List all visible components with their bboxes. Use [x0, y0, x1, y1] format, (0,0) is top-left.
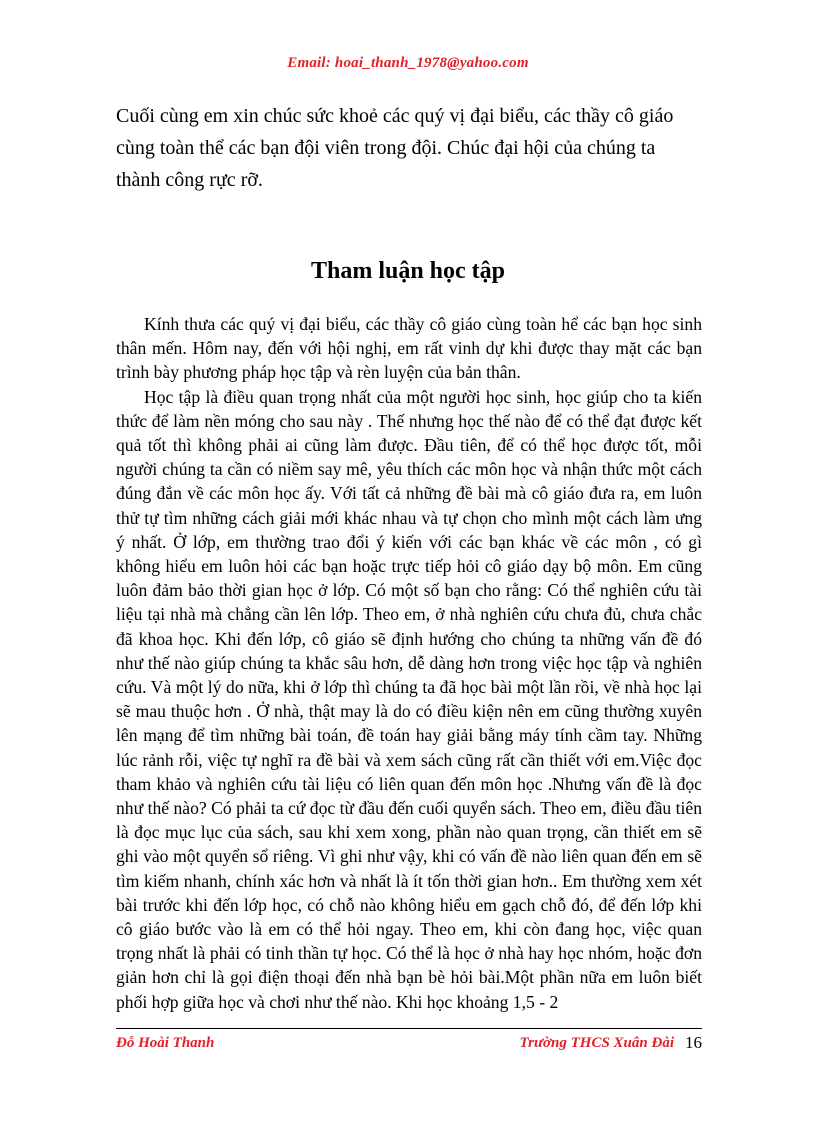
paragraph-main: Học tập là điều quan trọng nhất của một người học sinh, học giúp cho ta kiến thức để làm nền móng cho sau này . Thế nhưng học thế nào để có thể đạt được kết quả tốt thì không phải ai cũng làm được. Đầu tiên, để có thể học được tốt, mỗi người chúng ta cần có niềm say mê, yêu thích các môn học và nhận thức một cách đúng đắn về các môn học ấy. Với tất cả những đề bài mà cô giáo đưa ra, em luôn thử tự tìm những cách giải mới khác nhau và tự chọn cho mình một cách làm ưng ý nhất. Ở lớp, em thường trao đổi ý kiến với các bạn khác về các môn , có gì không hiểu em luôn hỏi các bạn hoặc trực tiếp hỏi cô giáo dạy bộ môn. Em cũng luôn đảm bảo thời gian học ở lớp. Có một số bạn cho rằng: Có thể nghiên cứu tài liệu tại nhà mà chẳng cần lên lớp. Theo em, ở nhà nghiên cứu chưa đủ, chưa chắc đã khoa học. Khi đến lớp, cô giáo sẽ định hướng cho chúng ta những vấn đề đó như thế nào giúp chúng ta khắc sâu hơn, dễ dàng hơn trong việc học tập và nghiên cứu. Và một lý do nữa, khi ở lớp thì chúng ta đã học bài một lần rồi, về nhà học lại sẽ mau thuộc hơn . Ở nhà, thật may là do có điều kiện nên em cũng thường xuyên lên mạng để tìm những bài toán, đề toán hay giải bằng máy tính cầm tay. Những lúc rảnh rỗi, việc tự nghĩ ra đề bài và xem sách cũng rất cần thiết với em.Việc đọc tham khảo và nghiên cứu tài liệu có liên quan đến môn học .Nhưng vấn đề là đọc như thế nào? Có phải ta cứ đọc từ đầu đến cuối quyển sách. Theo em, điều đầu tiên là đọc mục lục của sách, sau khi xem xong, phần nào quan trọng, cần thiết em sẽ ghi vào một quyển sổ riêng. Vì ghi như vậy, khi có vấn đề nào liên quan đến em sẽ tìm kiếm nhanh, chính xác hơn và nhất là ít tốn thời gian hơn.. Em thường xem xét bài trước khi đến lớp học, có chỗ nào không hiểu em gạch chỗ đó, để đến lớp khi cô giáo bước vào là em có thể hỏi ngay. Theo em, khi còn đang học, việc quan trọng nhất là phải có tinh thần tự học. Có thể là học ở nhà hay học nhóm, hoặc đơn giản hơn chỉ là gọi điện thoại đến nhà bạn bè hỏi bài.Một phần nữa em luôn biết phối hợp giữa học và chơi như thế nào. Khi học khoảng 1,5 - 2 — [116, 386, 702, 1012]
paragraph-greeting: Kính thưa các quý vị đại biểu, các thầy cô giáo cùng toàn hể các bạn học sinh thân mến. Hôm nay, đến với hội nghị, em rất vinh dự khi được thay mặt các bạn trình bày phương pháp học tập và rèn luyện của bản thân. — [116, 314, 702, 383]
footer — [116, 1028, 702, 1059]
footer-school: Trường THCS Xuân Đài — [519, 1035, 674, 1051]
section-title: Tham luận học tập — [310, 258, 506, 284]
intro-paragraph: Cuối cùng em xin chúc sức khoẻ các quý vị đại biểu, các thầy cô giáo cùng toàn thể các bạn đội viên trong đội. Chúc đại hội của chúng ta thành công rực rỡ. — [116, 105, 674, 191]
header-email: Email: hoai_thanh_1978@yahoo.com — [287, 55, 529, 71]
footer-author: Đỗ Hoài Thanh — [116, 1035, 215, 1051]
page-number: 16 — [685, 1033, 702, 1052]
body-text — [116, 312, 702, 1014]
